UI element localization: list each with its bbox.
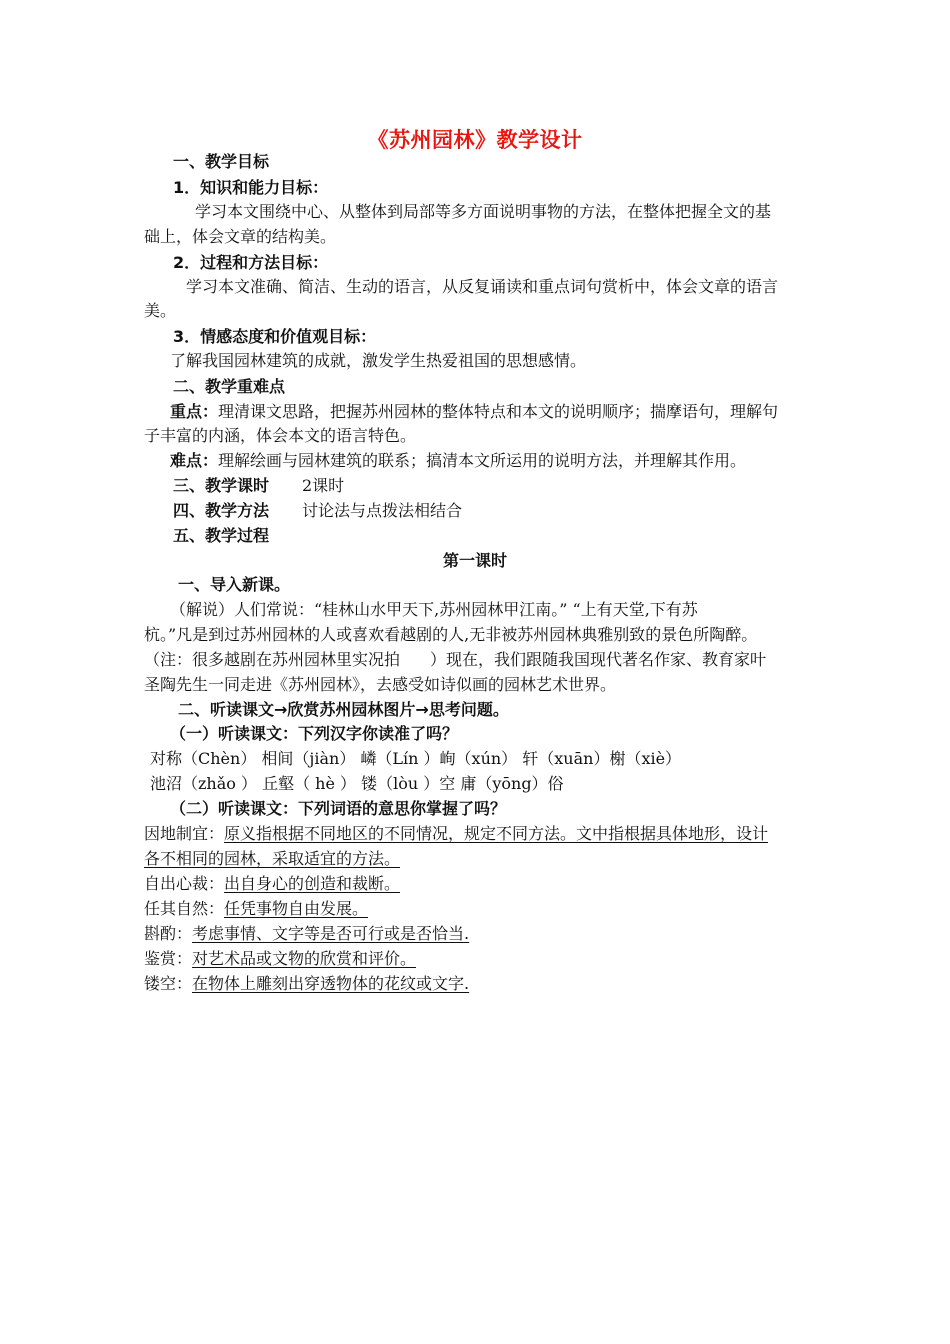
definition-text: 考虑事情、文字等是否可行或是否恰当.: [192, 924, 470, 943]
definition-row: [144, 924, 469, 944]
definition-text: 原义指根据不同地区的不同情况，规定不同方法。文中指根据具体地形，设计: [224, 824, 769, 843]
pinyin-row-1: 对称（Chèn） 相间（jiàn） 嶙（Lín ）峋（xún） 轩（xuān）榭（xiè）: [150, 749, 682, 768]
definition-text: 在物体上雕刻出穿透物体的花纹或文字.: [192, 974, 470, 993]
definition-row: [144, 899, 368, 919]
meaning-heading: （二）听读课文：下列词语的意思你掌握了吗？: [170, 799, 507, 818]
definition-term: 自出心裁：: [144, 874, 225, 893]
definition-row: [144, 824, 768, 844]
intro-line3-note: （注：很多越剧在苏州园林里实况拍: [144, 650, 401, 669]
definition-row: [144, 874, 400, 894]
intro-line2: 杭。”凡是到过苏州园林的人或喜欢看越剧的人,无非被苏州园林典雅别致的景色所陶醉。: [144, 625, 758, 644]
goal1-text-line2: 础上，体会文章的结构美。: [144, 227, 337, 246]
intro-line3: [144, 650, 766, 670]
key-point-line1: [170, 402, 778, 422]
pinyin-row-2: 池沼（zhǎo ） 丘壑（ hè ） 镂（lòu ）空 庸（yōng）俗: [150, 774, 564, 793]
definition-term: 斟酌：: [144, 924, 193, 943]
section-objectives-heading: 一、教学目标: [173, 152, 270, 171]
section-hours-value: 2课时: [302, 476, 345, 495]
difficult-point-line: [170, 451, 746, 471]
difficult-point-text: 理解绘画与园林建筑的联系；搞清本文所运用的说明方法，并理解其作用。: [218, 451, 747, 470]
intro-line4: 圣陶先生一同走进《苏州园林》，去感受如诗似画的园林艺术世界。: [144, 675, 617, 694]
goal2-heading: 2．过程和方法目标：: [173, 253, 329, 272]
goal3-heading: 3．情感态度和价值观目标：: [173, 327, 377, 346]
definition-text: 出自身心的创造和裁断。: [224, 874, 401, 893]
listening-heading: 二、听读课文→欣赏苏州园林图片→思考问题。: [178, 700, 509, 719]
goal1-heading: 1．知识和能力目标：: [173, 178, 329, 197]
section-hours-heading: 三、教学课时: [173, 476, 270, 495]
definition-text-continued: 各不相同的园林，采取适宜的方法。: [144, 849, 401, 868]
section-process-heading: 五、教学过程: [173, 526, 270, 545]
definition-term: 任其自然：: [144, 899, 225, 918]
intro-line3-rest: ）现在，我们跟随我国现代著名作家、教育家叶: [430, 650, 767, 669]
section-keypoints-heading: 二、教学重难点: [173, 377, 286, 396]
document-title: 《苏州园林》教学设计: [367, 128, 583, 152]
goal2-text-line1: 学习本文准确、简洁、生动的语言，从反复诵读和重点词句赏析中，体会文章的语言: [186, 277, 779, 296]
definition-term: 鉴赏：: [144, 949, 193, 968]
definition-text: 对艺术品或文物的欣赏和评价。: [192, 949, 417, 968]
goal1-text-line1: 学习本文围绕中心、从整体到局部等多方面说明事物的方法，在整体把握全文的基: [195, 202, 772, 221]
definition-term: 镂空：: [144, 974, 193, 993]
lesson-one-heading: 第一课时: [442, 551, 507, 570]
key-point-label: 重点：: [170, 402, 219, 421]
definition-row: [144, 949, 416, 969]
goal3-text: 了解我国园林建筑的成就，激发学生热爱祖国的思想感情。: [170, 351, 587, 370]
key-point-line2: 子丰富的内涵，体会本文的语言特色。: [144, 426, 417, 445]
definition-term: 因地制宜：: [144, 824, 225, 843]
intro-line1: （解说）人们常说：“桂林山水甲天下,苏州园林甲江南。” “上有天堂,下有苏: [170, 600, 698, 619]
difficult-point-label: 难点：: [170, 451, 219, 470]
definition-text: 任凭事物自由发展。: [224, 899, 369, 918]
section-methods-value: 讨论法与点拨法相结合: [302, 501, 463, 520]
goal2-text-line2: 美。: [144, 301, 177, 320]
definition-row: [144, 974, 469, 994]
pronunciation-heading: （一）听读课文：下列汉字你读准了吗？: [170, 724, 459, 743]
key-point-text: 理清课文思路，把握苏州园林的整体特点和本文的说明顺序；揣摩语句，理解句: [218, 402, 779, 421]
intro-heading: 一、导入新课。: [178, 575, 291, 594]
section-methods-heading: 四、教学方法: [173, 501, 270, 520]
